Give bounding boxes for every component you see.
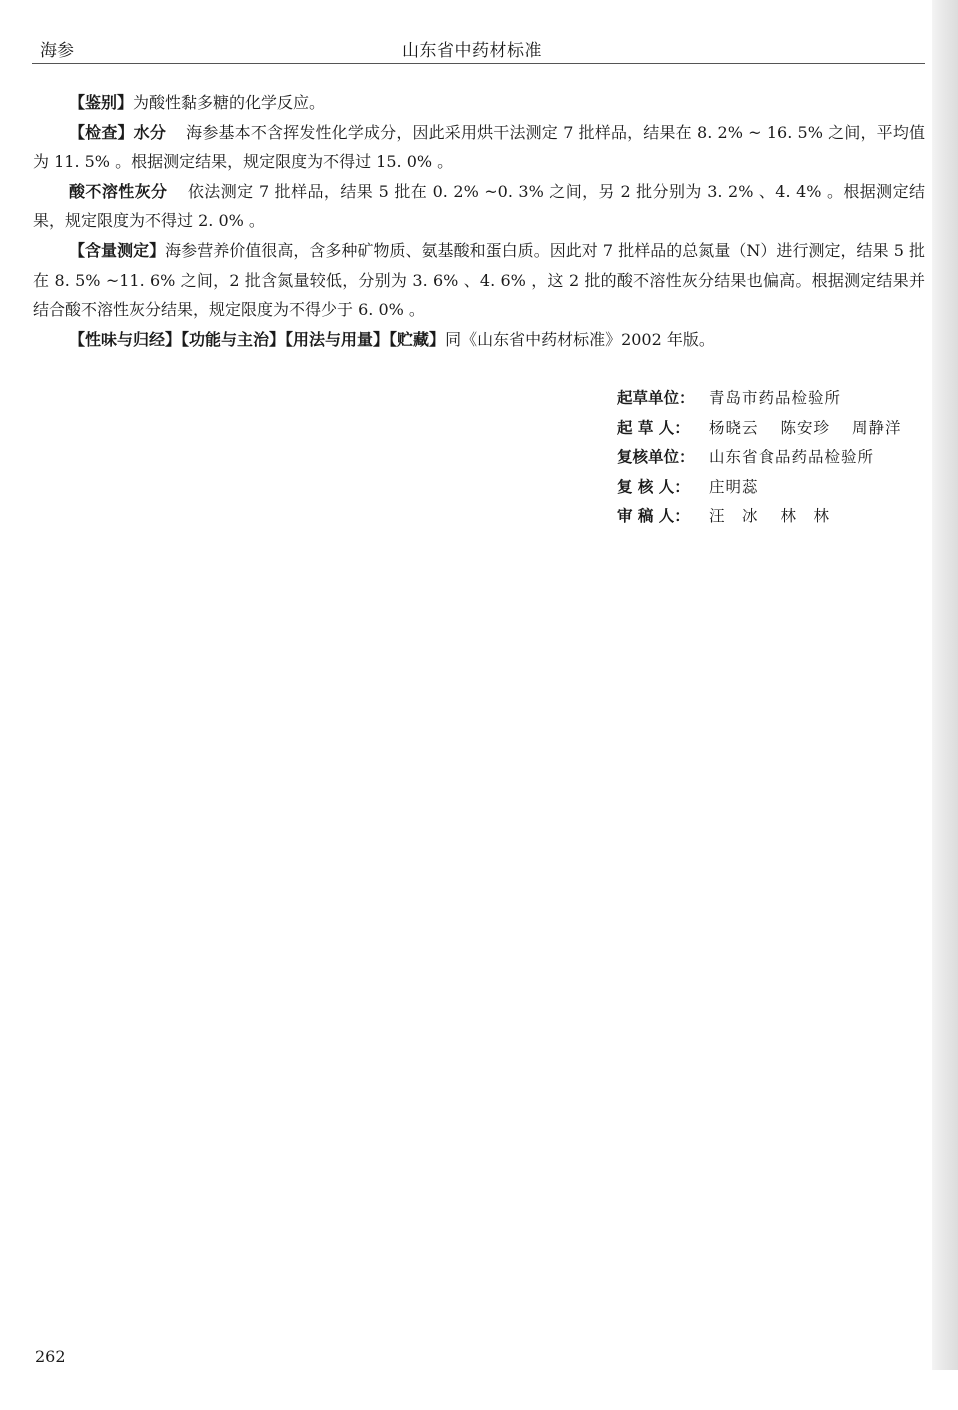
paragraph-reference — [33, 325, 925, 355]
subtitle-moisture: 水分 — [133, 122, 167, 142]
tag-identification: 【鉴别】 — [69, 93, 134, 112]
credit-value: 山东省食品药品检验所 — [709, 448, 875, 467]
running-header — [32, 34, 925, 64]
paragraph-acid-ash — [33, 177, 925, 236]
credit-label: 复核单位： — [617, 448, 695, 467]
tag-usage-dosage: 【用法与用量】 — [285, 329, 390, 349]
person-name: 陈安珍 — [780, 418, 831, 437]
credit-review-unit — [617, 443, 937, 473]
credit-drafters — [617, 414, 937, 444]
text-acid-ash: 依法测定 7 批样品，结果 5 批在 0. 2% ~0. 3% 之间，另 2 批分别为 3. 2% 、4. 4% 。根据测定结果，规定限度为不得过 2. 0% 。 — [33, 181, 925, 231]
person-name: 林 林 — [780, 507, 831, 526]
paragraph-moisture — [33, 118, 925, 177]
paragraph-assay — [33, 236, 925, 325]
credit-label: 审 稿 人： — [617, 507, 690, 526]
page-edge-shadow — [932, 0, 958, 1370]
person-name: 周静洋 — [852, 418, 902, 437]
credit-label: 复 核 人： — [617, 477, 690, 496]
tag-storage: 【贮藏】 — [389, 329, 446, 349]
text-identification: 为酸性黏多糖的化学反应。 — [133, 93, 326, 112]
credit-reviewer — [617, 473, 937, 503]
tag-nature-meridian: 【性味与归经】 — [69, 329, 182, 349]
person-name: 庄明蕊 — [709, 477, 759, 496]
person-name: 汪 冰 — [709, 507, 759, 526]
tag-assay: 【含量测定】 — [69, 240, 166, 260]
tag-inspection: 【检查】 — [69, 122, 134, 142]
header-rule — [32, 63, 925, 64]
credit-label: 起 草 人： — [617, 418, 690, 437]
credit-label: 起草单位： — [617, 389, 695, 407]
person-name: 杨晓云 — [709, 418, 759, 437]
credit-approvers — [617, 502, 937, 532]
text-assay: 海参营养价值很高，含多种矿物质、氨基酸和蛋白质。因此对 7 批样品的总氮量（N）进行测定，结果 5 批在 8. 5% ~11. 6% 之间，2 批含氮量较低，分别为 3. 6% 、4. 6% ，这 2 批的酸不溶性灰分结果也偏高。根据测定结果并结合酸不溶性灰分结果，规定限度为不得少于 6. 0% 。 — [33, 240, 925, 320]
text-reference: 同《山东省中药材标准》2002 年版。 — [445, 329, 715, 349]
text-moisture: 海参基本不含挥发性化学成分，因此采用烘干法测定 7 批样品，结果在 8. 2% ~ 16. 5% 之间，平均值为 11. 5% 。根据测定结果，规定限度为不得过 15. 0% 。 — [33, 122, 925, 172]
credit-value: 青岛市药品检验所 — [709, 389, 842, 407]
tag-function-indication: 【功能与主治】 — [181, 329, 286, 349]
page-number: 262 — [35, 1347, 66, 1366]
header-book-title: 山东省中药材标准 — [402, 41, 542, 61]
credits-block — [617, 384, 937, 532]
body-text — [33, 88, 925, 354]
header-section-name: 海参 — [40, 41, 74, 61]
subtitle-acid-ash: 酸不溶性灰分 — [69, 181, 168, 201]
credit-drafting-unit — [617, 384, 937, 414]
paragraph-identification — [33, 88, 925, 118]
